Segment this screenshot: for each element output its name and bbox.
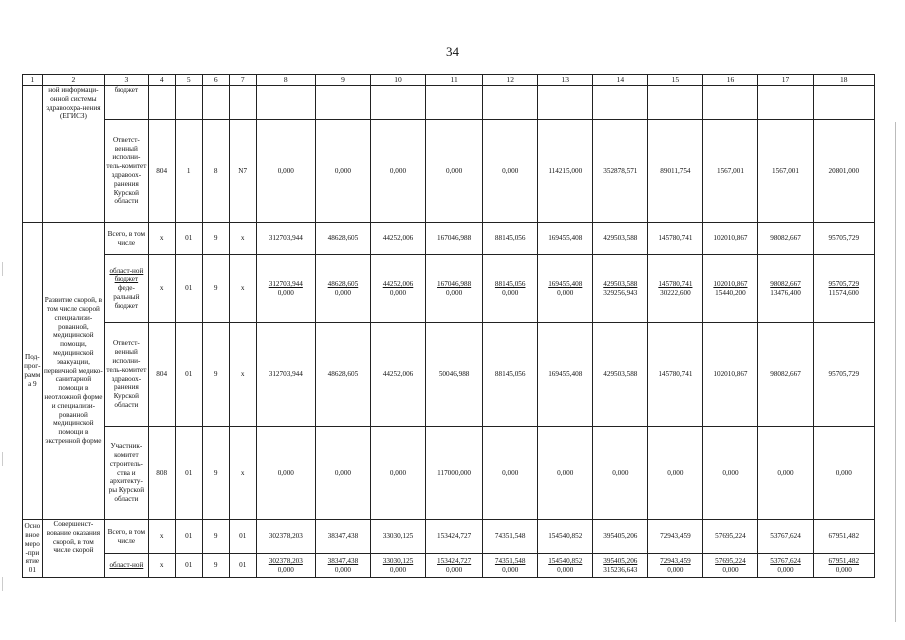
value-cell: 74351,548	[483, 520, 538, 554]
value-cell: 154540,852 0,000	[538, 554, 593, 578]
value-cell: 0,000	[256, 427, 315, 520]
code-cell: x	[148, 554, 175, 578]
value-cell: 0,000	[370, 120, 425, 223]
code-cell: x	[148, 520, 175, 554]
value-cell: 48628,605	[315, 323, 370, 427]
source-cell: Ответст-венный исполни-тель-комитет здравоох-ранения Курской области	[105, 120, 149, 223]
code-cell: 9	[202, 520, 229, 554]
value-cell: 38347,438	[315, 520, 370, 554]
source-cell	[105, 255, 149, 323]
code-cell: 01	[175, 554, 202, 578]
code-cell: x	[229, 323, 256, 427]
header-cell: 7	[229, 75, 256, 86]
code-cell: 01	[175, 323, 202, 427]
code-cell: 9	[202, 255, 229, 323]
value-cell: 44252,006	[370, 323, 425, 427]
value-cell: 169455,408 0,000	[538, 255, 593, 323]
value-cell: 395405,206	[593, 520, 648, 554]
value-cell: 44252,006 0,000	[370, 255, 425, 323]
page-number: 34	[446, 44, 459, 59]
value-cell: 145780,741	[648, 323, 703, 427]
value-cell: 95705,729	[813, 223, 874, 255]
value-cell: 20801,000	[813, 120, 874, 223]
header-cell: 12	[483, 75, 538, 86]
source-cell: Всего, в том числе	[105, 520, 149, 554]
header-cell: 18	[813, 75, 874, 86]
table-row	[23, 86, 875, 120]
value-cell: 57695,224 0,000	[703, 554, 758, 578]
source-cell: Участник-комитет строитель-ства и архитекту-ры Курской области	[105, 427, 149, 520]
value-cell: 312703,944	[256, 323, 315, 427]
main-activity-label: Основное меро-приятие 01	[23, 520, 43, 578]
value-cell: 167046,988 0,000	[426, 255, 483, 323]
value-cell: 145780,741 30222,600	[648, 255, 703, 323]
scan-margin-mark	[2, 452, 3, 466]
code-cell: 01	[229, 520, 256, 554]
value-cell: 0,000	[483, 120, 538, 223]
value-cell: 312703,944	[256, 223, 315, 255]
header-cell: 1	[23, 75, 43, 86]
value-cell: 98082,667 13476,400	[758, 255, 813, 323]
value-cell: 0,000	[593, 427, 648, 520]
value-cell: 0,000	[703, 427, 758, 520]
code-cell: 808	[148, 427, 175, 520]
value-cell: 0,000	[370, 427, 425, 520]
code-cell: x	[148, 255, 175, 323]
value-cell: 0,000	[256, 120, 315, 223]
value-cell: 167046,988	[426, 223, 483, 255]
value-cell: 312703,944 0,000	[256, 255, 315, 323]
code-cell: 01	[175, 520, 202, 554]
header-cell: 6	[202, 75, 229, 86]
value-cell: 0,000	[758, 427, 813, 520]
header-cell: 11	[426, 75, 483, 86]
federal-budget-label: феде-ральный бюджет	[113, 284, 140, 310]
value-cell: 57695,224	[703, 520, 758, 554]
value-cell: 102010,867	[703, 223, 758, 255]
value-cell: 352878,571	[593, 120, 648, 223]
table-row	[23, 120, 875, 223]
value-cell: 53767,624 0,000	[758, 554, 813, 578]
value-cell: 102010,867	[703, 323, 758, 427]
value-cell: 429503,588	[593, 323, 648, 427]
value-cell: 0,000	[315, 120, 370, 223]
value-cell: 48628,605	[315, 223, 370, 255]
code-cell: 01	[175, 223, 202, 255]
scan-margin-mark	[2, 577, 3, 591]
subprogram-label: Под-прог-рамма 9	[23, 223, 43, 520]
value-cell: 429503,588 329256,943	[593, 255, 648, 323]
header-cell: 2	[42, 75, 104, 86]
code-cell: 1	[175, 120, 202, 223]
value-cell: 1567,001	[758, 120, 813, 223]
value-cell: 145780,741	[648, 223, 703, 255]
main-activity-description: Совершенст-вование оказания скорой, в том числе скорой	[42, 520, 104, 578]
source-cell: бюджет	[105, 86, 149, 120]
value-cell: 429503,588	[593, 223, 648, 255]
source-cell	[105, 554, 149, 578]
code-cell: x	[229, 427, 256, 520]
value-cell: 89011,754	[648, 120, 703, 223]
value-cell: 0,000	[648, 427, 703, 520]
subprogram-description: Развитие скорой, в том числе скорой специализи-рованной, медицинской помощи, медицинской эвакуации, первичной медико-санитарной помощи в неотложной форме и специализи-рованной медицинской помощи в экстренной форме	[42, 223, 104, 520]
value-cell: 153424,727 0,000	[426, 554, 483, 578]
value-cell: 0,000	[315, 427, 370, 520]
table-row	[23, 223, 875, 255]
activity-name-cell: ной информаци-онной системы здравоохра-нения (ЕГИСЗ)	[42, 86, 104, 223]
code-cell: 804	[148, 120, 175, 223]
table-row	[23, 520, 875, 554]
value-cell: 117000,000	[426, 427, 483, 520]
header-cell: 16	[703, 75, 758, 86]
value-cell: 0,000	[538, 427, 593, 520]
table-row	[23, 554, 875, 578]
scan-margin-mark	[2, 262, 3, 276]
value-cell: 302378,203	[256, 520, 315, 554]
source-cell: Ответст-венный исполни-тель-комитет здравоох-ранения Курской области	[105, 323, 149, 427]
value-cell: 72943,459	[648, 520, 703, 554]
value-cell: 302378,203 0,000	[256, 554, 315, 578]
source-cell: Всего, в том числе	[105, 223, 149, 255]
code-cell: x	[148, 223, 175, 255]
value-cell: 44252,006	[370, 223, 425, 255]
value-cell: 169455,408	[538, 323, 593, 427]
value-cell: 114215,000	[538, 120, 593, 223]
value-cell: 33030,125	[370, 520, 425, 554]
code-cell: x	[229, 223, 256, 255]
value-cell: 98082,667	[758, 323, 813, 427]
value-cell: 72943,459 0,000	[648, 554, 703, 578]
value-cell: 0,000	[483, 427, 538, 520]
value-cell: 102010,867 15440,200	[703, 255, 758, 323]
value-cell: 154540,852	[538, 520, 593, 554]
code-cell: 8	[202, 120, 229, 223]
header-cell: 17	[758, 75, 813, 86]
budget-table	[22, 74, 875, 578]
code-cell: 01	[175, 427, 202, 520]
header-cell: 8	[256, 75, 315, 86]
value-cell: 395405,206 315236,643	[593, 554, 648, 578]
value-cell: 88145,056	[483, 223, 538, 255]
value-cell: 67951,482	[813, 520, 874, 554]
value-cell: 88145,056 0,000	[483, 255, 538, 323]
value-cell: 98082,667	[758, 223, 813, 255]
empty-cell	[23, 86, 43, 223]
value-cell: 38347,438 0,000	[315, 554, 370, 578]
table-row	[23, 427, 875, 520]
value-cell: 53767,624	[758, 520, 813, 554]
header-cell: 4	[148, 75, 175, 86]
code-cell: 9	[202, 554, 229, 578]
value-cell: 95705,729 11574,600	[813, 255, 874, 323]
regional-budget-label: област-ной	[109, 561, 144, 570]
value-cell: 0,000	[426, 120, 483, 223]
header-cell: 9	[315, 75, 370, 86]
value-cell: 67951,482 0,000	[813, 554, 874, 578]
table-row	[23, 255, 875, 323]
header-cell: 13	[538, 75, 593, 86]
value-cell: 48628,605 0,000	[315, 255, 370, 323]
code-cell: 01	[175, 255, 202, 323]
code-cell: 9	[202, 427, 229, 520]
value-cell: 74351,548 0,000	[483, 554, 538, 578]
value-cell: 1567,001	[703, 120, 758, 223]
value-cell: 169455,408	[538, 223, 593, 255]
code-cell: 9	[202, 323, 229, 427]
value-cell: 88145,056	[483, 323, 538, 427]
header-cell: 15	[648, 75, 703, 86]
value-cell: 0,000	[813, 427, 874, 520]
code-cell: 804	[148, 323, 175, 427]
scan-edge-line	[895, 122, 896, 622]
value-cell: 95705,729	[813, 323, 874, 427]
code-cell: x	[229, 255, 256, 323]
header-cell: 5	[175, 75, 202, 86]
value-cell: 153424,727	[426, 520, 483, 554]
table-header-row	[23, 75, 875, 86]
code-cell: 9	[202, 223, 229, 255]
header-cell: 3	[105, 75, 149, 86]
code-cell: N7	[229, 120, 256, 223]
header-cell: 10	[370, 75, 425, 86]
value-cell: 33030,125 0,000	[370, 554, 425, 578]
value-cell: 50046,988	[426, 323, 483, 427]
regional-budget-label: област-ной бюджет	[109, 266, 144, 284]
table-row	[23, 323, 875, 427]
header-cell: 14	[593, 75, 648, 86]
code-cell: 01	[229, 554, 256, 578]
